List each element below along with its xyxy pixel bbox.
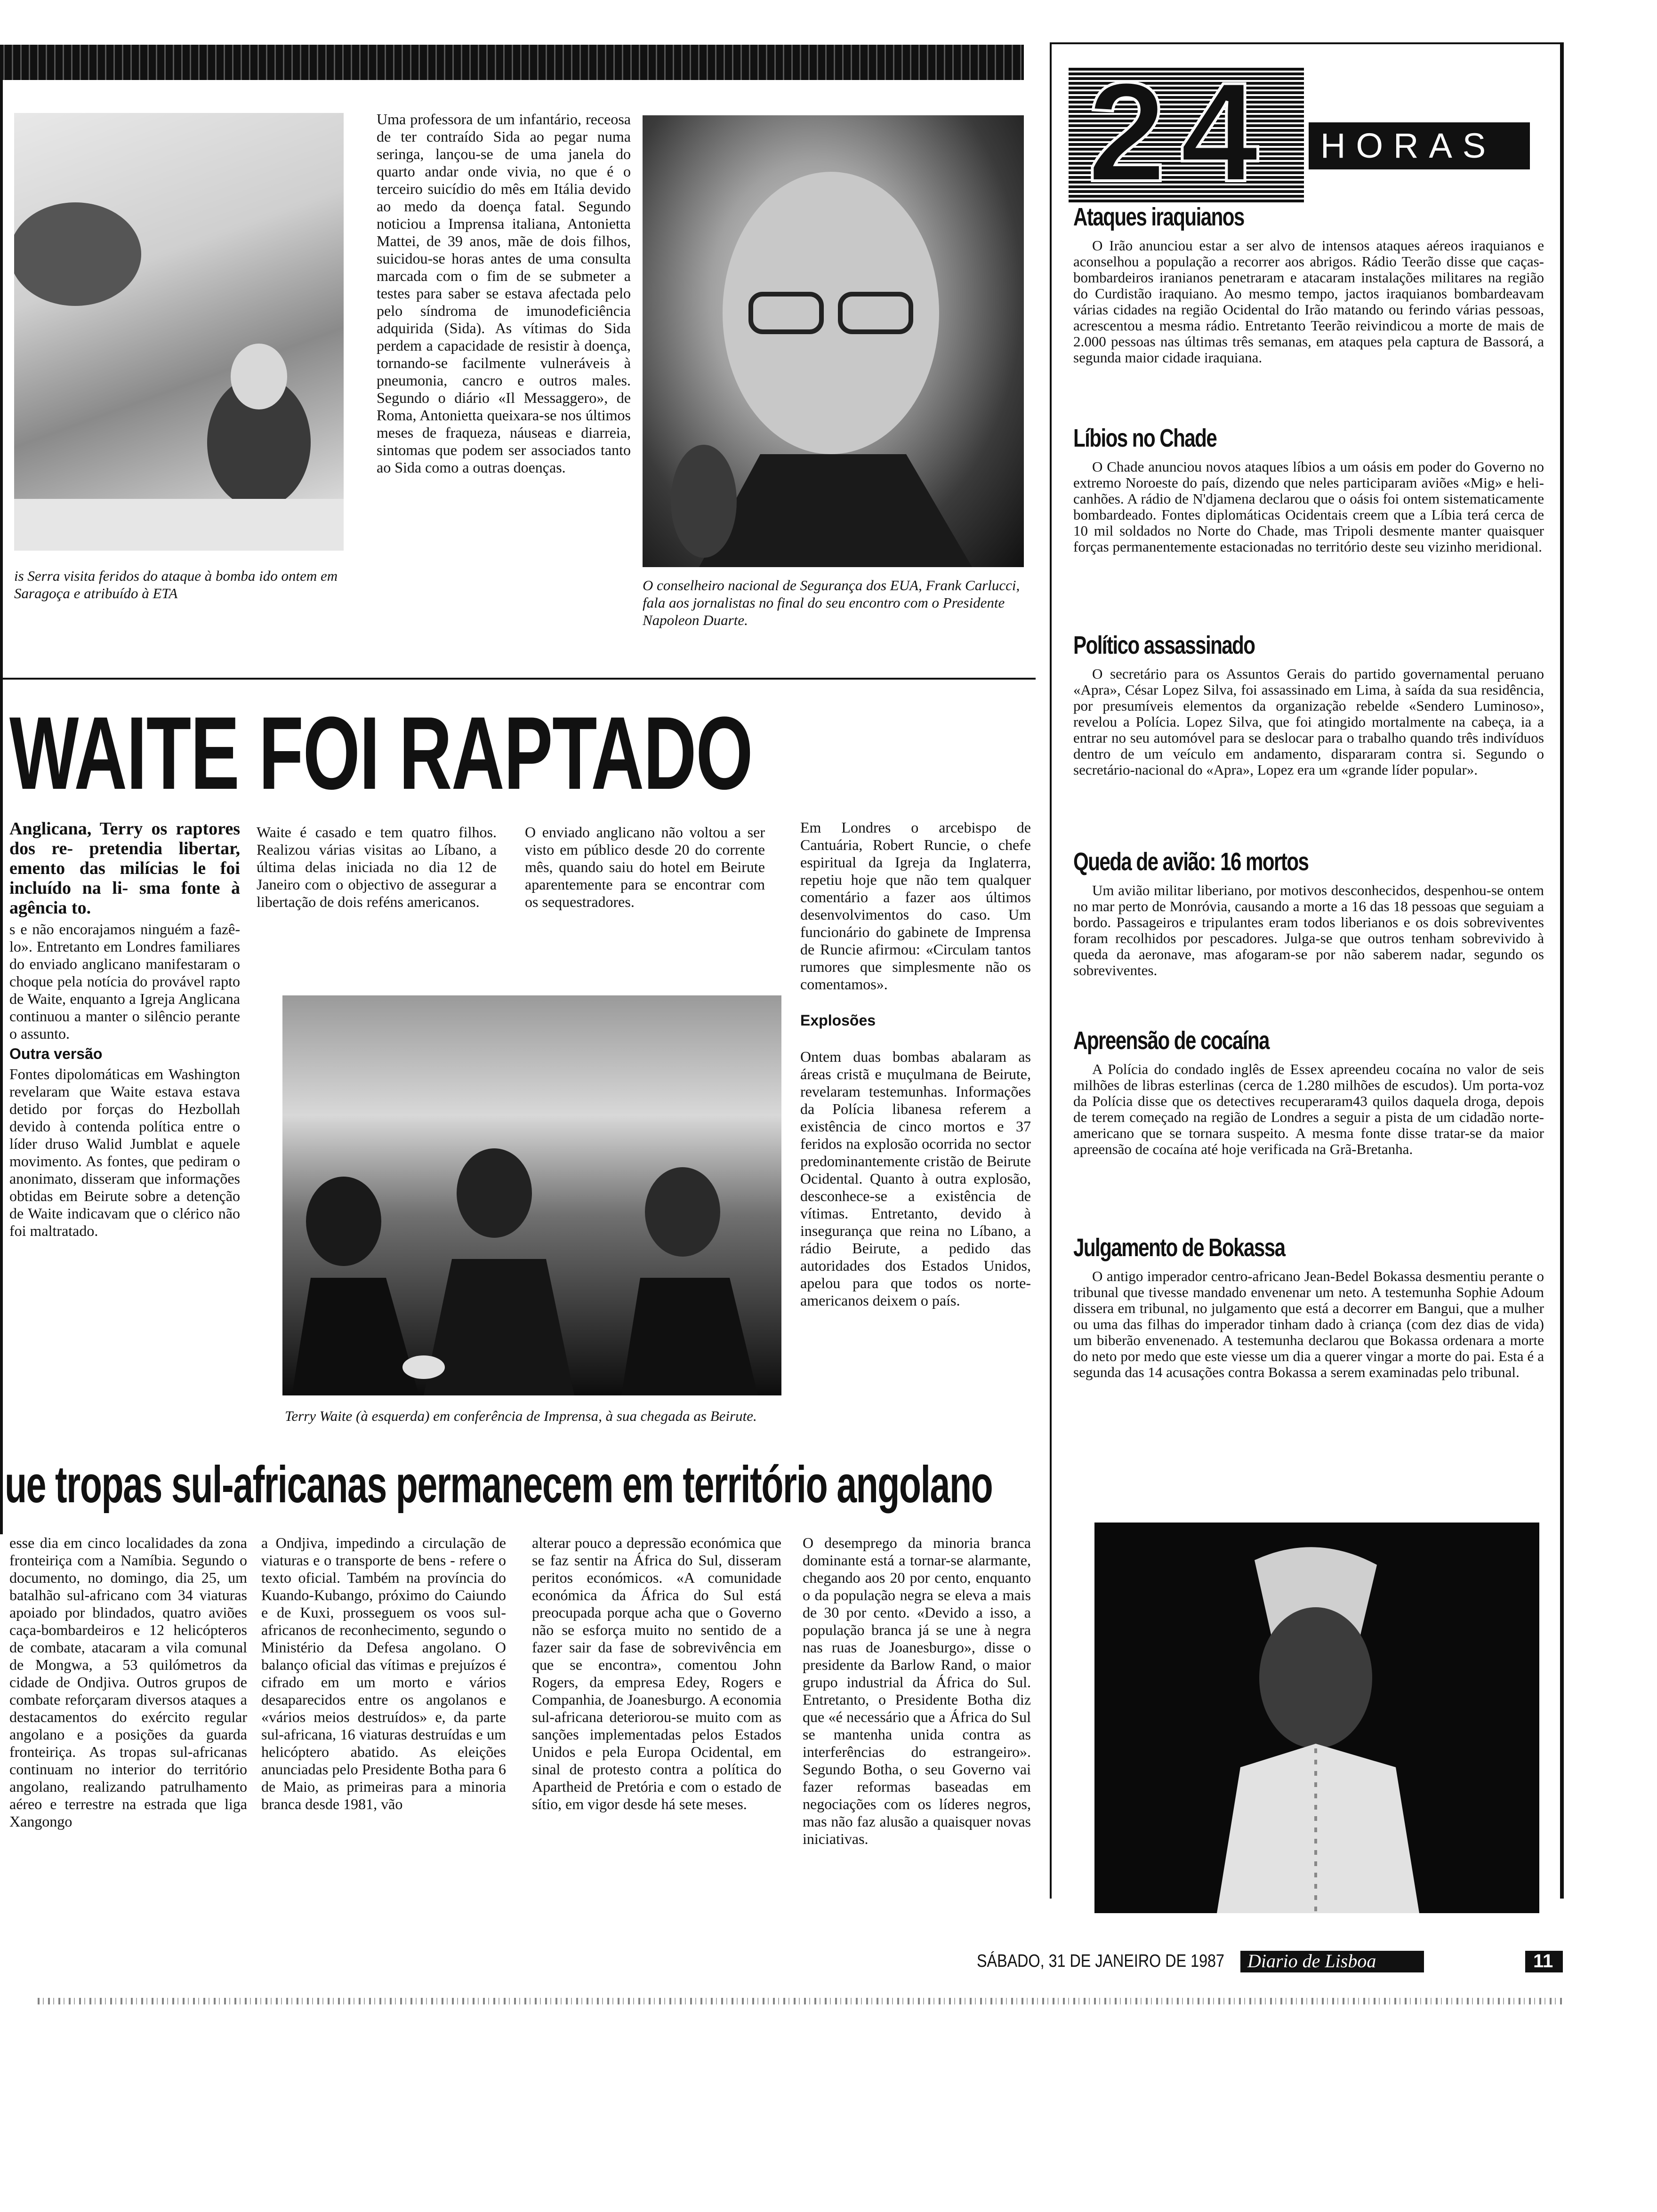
horas-label: HORAS xyxy=(1320,126,1496,165)
left-margin-rule xyxy=(0,75,3,1534)
bottom-scan-noise xyxy=(38,1998,1563,2004)
brief-cocaina xyxy=(1073,1026,1544,1233)
angola-col1: esse dia em cinco localidades da zona fronteiriça com a Namíbia. Segundo o documento, no domingo, dia 25, um batalhão sul-africano com 34 viaturas apoiado por blindados, quatro aviões caça-bombardeiros e 12 helicópteros de combate, atacaram a vila comunal de Mongwa, a 53 quilómetros da cidade de Ondjiva. Outros grupos de combate reforçaram diversos ataques a destacamentos do exército regular angolano e a posições da guarda fronteiriça. As tropas sul-africanas continuam no interior do território angolano, realizando patrulhamento aéreo e terrestre na estrada que liga Xangongo xyxy=(9,1534,247,1830)
photo-terry-waite xyxy=(282,995,781,1395)
brief-title: Queda de avião: 16 mortos xyxy=(1073,848,1309,876)
caption-right: O conselheiro nacional de Segurança dos EUA, Frank Carlucci, fala aos jornalistas no final do seu encontro com o Presidente Napoleon Duarte. xyxy=(643,577,1020,628)
headline-angola: ue tropas sul-africanas permanecem em território angolano xyxy=(5,1456,993,1514)
brief-ataques xyxy=(1073,202,1544,424)
brief-title: Apreensão de cocaína xyxy=(1073,1026,1269,1055)
brief-text: A Polícia do condado inglês de Essex apreendeu cocaína no valor de seis milhões de libras esterlinas (cerca de 1.280 milhões de escudos). Um porta-voz da Polícia disse que os detectives recuperaram43 quilos daquela droga, depois de terem começado na região de Londres a seguir a pista de um cidadão norte-americano que se tornara suspeito. A mesma fonte disse tratar-se da maior apreensão de cocaína até hoje verificada na Grã-Bretanha. xyxy=(1073,1061,1544,1157)
horas-header xyxy=(1069,53,1549,211)
footer-date: SÁBADO, 31 DE JANEIRO DE 1987 xyxy=(977,1951,1224,1971)
photo-bokassa-figure xyxy=(1094,1523,1539,1913)
waite-col1-lead: Anglicana, Terry os raptores dos re- pretendia libertar, emento das milícias le foi incluído na li- sma fonte à agência to. xyxy=(9,819,240,918)
waite-col4-text: Em Londres o arcebispo de Cantuária, Robert Runcie, o chefe espiritual da Igreja da Inglaterra, repetiu hoje que não tem qualquer comentário a fazer aos últimos desenvolvimentos do caso. Um funcionário do gabinete de Imprensa de Runcie afirmou: «Circulam tantos rumores que simplesmente não os comentamos». xyxy=(800,819,1031,993)
article-professora-text: Uma professora de um infantário, receosa de ter contraído Sida ao pegar numa seringa, lançou-se de uma janela do quarto andar onde vivia, no que é o terceiro suicídio do mês em Itália devido ao medo da doença fatal. Segundo noticiou a Imprensa italiana, Antonietta Mattei, de 39 anos, mãe de dois filhos, suicidou-se horas antes de uma consulta marcada com o fim de se submeter a testes para saber se estava afectada pelo pelo síndroma de imunodeficiência adquirida (Sida). As vítimas do Sida perdem a capacidade de resistir à doença, tornando-se facilmente vulneráveis à pneumonia, cancro e outros males. Segundo o diário «Il Messaggero», de Roma, Antonietta queixara-se nos últimos meses de fraqueza, náuseas e diarreia, sintomas que podem ser associados tanto ao Sida como a outras doenças. xyxy=(377,111,631,476)
brief-queda xyxy=(1073,847,1544,1026)
top-section-rule xyxy=(0,678,1036,680)
footer-masthead: Diario de Lisboa xyxy=(1247,1950,1376,1972)
waite-col1-text: s e não encorajamos ninguém a fazê-lo». Entretanto em Londres familiares do enviado anglicano manifestaram o choque pela notícia do provável rapto de Waite, enquanto a Igreja Anglicana continuou a manter o silêncio perante o assunto. xyxy=(9,921,240,1042)
caption-left: is Serra visita feridos do ataque à bomba ido ontem em Saragoça e atribuído à ETA xyxy=(14,568,338,601)
photo-serra-visit xyxy=(14,113,344,551)
waite-col4b-text: Ontem duas bombas abalaram as áreas cristã e muçulmana de Beirute, revelaram testemunhas. Informações da Polícia libanesa referem a existência de cinco mortos e 37 feridos na explosão ocorrida no sector predominantemente cristão de Beirute Ocidental. Quanto à outra explosão, desconhece-se a existência de vítimas. Entretanto, devido à insegurança que reina no Líbano, a rádio Beirute, a pedido das autoridades dos Estados Unidos, apelou para que todos os norte-americanos deixem o país. xyxy=(800,1048,1031,1309)
photo-carlucci-figure xyxy=(643,115,1024,567)
angola-col4: O desemprego da minoria branca dominante está a tornar-se alarmante, chegando aos 20 por cento, enquanto o da população negra se eleva a mais de 30 por cento. «Devido a isso, a população branca já se une à negra nas ruas de Joanesburgo», disse o presidente da Barlow Rand, o maior grupo industrial da África do Sul. Entretanto, o Presidente Botha diz que «é necessário que a África do Sul se mantenha unida contra as interferências do estrangeiro». Segundo Botha, o seu Governo vai fazer reformas baseadas em negociações com os líderes negros, mas não faz alusão a quaisquer novas iniciativas. xyxy=(803,1534,1031,1847)
top-rule-bar xyxy=(0,45,1024,80)
photo-hospital-scene xyxy=(14,113,344,551)
photo-bokassa xyxy=(1094,1523,1539,1913)
brief-title: Julgamento de Bokassa xyxy=(1073,1234,1285,1262)
brief-title: Ataques iraquianos xyxy=(1073,203,1244,231)
brief-text: O Chade anunciou novos ataques líbios a um oásis em poder do Governo no extremo Noroeste do país, dizendo que neles participaram aviões «Mig» e heli-canhões. A rádio de N'djamena declarou que o oásis foi ontem sistematicamente bombardeado. Fontes diplomáticas Ocidentais creem que a Líbia terá cerca de 10 mil soldados no Norte do Chade, mas Tripoli desmente manter quaisquer forças permanentemente estacionadas no território deste seu vizinho meridional. xyxy=(1073,458,1544,555)
brief-text: O Irão anunciou estar a ser alvo de intensos ataques aéreos iraquianos e aconselhou a população a recorrer aos abrigos. Rádio Teerão disse que caças-bombardeiros iranianos penetraram e atacaram instalações militares na região do Curdistão iraquiano. Ao mesmo tempo, jactos iraquianos bombardeavam várias cidades na região Ocidental do Irão matando ou ferindo várias pessoas, acrescentou a mesma rádio. Entretanto Teerão reivindicou a morte de mais de 2.000 pessoas nas últimas três semanas, em ataques pela captura de Bassorá, a segunda maior cidade iraquiana. xyxy=(1073,237,1544,366)
waite-col2: Waite é casado e tem quatro filhos. Realizou várias visitas ao Líbano, a última delas iniciada no dia 12 de Janeiro com o objectivo de assegurar a libertação de dois reféns americanos. xyxy=(257,824,497,910)
waite-col1 xyxy=(9,819,240,1242)
article-professora xyxy=(377,111,631,476)
angola-col3: alterar pouco a depressão económica que se faz sentir na África do Sul, disseram peritos económicos. «A comunidade económica da África do Sul está preocupada porque acha que o Governo não se esforça muito no sentido de a fazer sair da fase de sobrevivência em que se encontra», comentou John Rogers, da empresa Edey, Rogers e Companhia, de Joanesburgo. A economia sul-africana deteriorou-se muito com as sanções implementadas pelos Estados Unidos e pela Europa Ocidental, em sinal de protesto contra a política do Apartheid de Pretória e com o estado de sítio, em vigor desde há sete meses. xyxy=(532,1534,781,1812)
photo-carlucci xyxy=(643,115,1024,567)
brief-text: Um avião militar liberiano, por motivos desconhecidos, despenhou-se ontem no mar perto de Monróvia, causando a morte a 16 das 18 pessoas que seguiam a bordo. Passageiros e tripulantes eram todos liberianos e os dois sobreviventes foram recolhidos por pescadores. Julga-se que outros tenham sobrevivido à queda da aeronave, mas afogaram-se por não saberem nadar, segundo os sobreviventes. xyxy=(1073,882,1544,978)
brief-text: O antigo imperador centro-africano Jean-Bedel Bokassa desmentiu perante o tribunal que tivesse mandado envenenar um neto. A testemunha Sophie Adoum dissera em tribunal, no julgamento que está a decorrer em Bangui, que a mulher ou uma das filhas do imperador tinham dado à criança (com dez dias de vida) um biberão envenenado. A testemunha declarou que Bokassa ordenara a morte do neto por medo que este viesse um dia a querer vingar a morte do pai. Esta é a segunda das 14 acusações contra Bokassa a serem examinadas pelo tribunal. xyxy=(1073,1268,1544,1380)
brief-bokassa xyxy=(1073,1233,1544,1440)
horas-briefs xyxy=(1073,202,1544,1440)
brief-title: Político assassinado xyxy=(1073,631,1255,659)
waite-subhead-outra: Outra versão xyxy=(9,1045,103,1062)
horas-number: 24 xyxy=(1087,53,1273,211)
photo-press-conference xyxy=(282,995,781,1395)
caption-waite: Terry Waite (à esquerda) em conferência de Imprensa, à sua chegada as Beirute. xyxy=(285,1408,757,1424)
headline-waite: WAITE FOI RAPTADO xyxy=(9,695,753,811)
angola-col2: a Ondjiva, impedindo a circulação de viaturas e o transporte de bens - refere o texto oficial. Também na província do Kuando-Kubango, próximo do Caiundo e de Kuxi, prosseguem os voos sul-africanos de reconhecimento, segundo o Ministério da Defesa angolano. O balanço oficial das vítimas e prejuízos é cifrado em um morto e vários desaparecidos entre os angolanos e «vários meios destruídos» e, da parte sul-africana, 16 viaturas destruídas e um helicóptero abatido. As eleições anunciadas pelo Presidente Botha para 6 de Maio, as primeiras para a minoria branca desde 1981, vão xyxy=(261,1534,506,1812)
brief-title: Líbios no Chade xyxy=(1073,424,1217,452)
waite-subhead-explosoes: Explosões xyxy=(800,1012,876,1029)
waite-col1b-text: Fontes dipolomáticas em Washington revelaram que Waite estava estava detido por forças do Hezbollah devido à contenda política entre o líder druso Walid Jumblat e aquele movimento. As fontes, que pediram o anonimato, disseram que informações obtidas em Beirute sobre a detenção de Waite indicavam que o clérico não foi maltratado. xyxy=(9,1066,240,1239)
footer-page-number: 11 xyxy=(1533,1951,1553,1972)
waite-col3: O enviado anglicano não voltou a ser visto em público desde 20 do corrente mês, quando saiu do hotel em Beirute aparentemente para se encontrar com os sequestradores. xyxy=(525,824,765,910)
brief-libios xyxy=(1073,424,1544,631)
waite-col4 xyxy=(800,819,1031,1312)
brief-text: O secretário para os Assuntos Gerais do partido governamental peruano «Apra», César Lopez Silva, foi assassinado em Lima, à saída da sua residência, por presumíveis elementos da organização rebelde «Sendero Luminoso», revelou a Polícia. Lopez Silva, que foi atingido mortalmente na cabeça, ia a entrar no seu automóvel para se deslocar para o trabalho quando três indivíduos dentro de um veículo em andamento, dispararam contra si. Segundo o secretário-nacional do «Apra», Lopez era um «grande líder popular». xyxy=(1073,665,1544,778)
brief-politico xyxy=(1073,631,1544,847)
